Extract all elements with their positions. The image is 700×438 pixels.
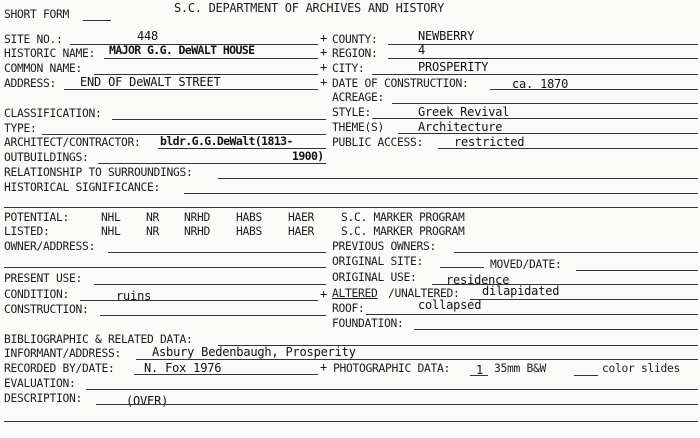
common-name-label: COMMON NAME: [4, 62, 83, 75]
style-value: Greek Revival [418, 105, 510, 119]
listed-haer: HAER [288, 225, 315, 238]
informant-line [136, 359, 698, 360]
relationship-label: RELATIONSHIP TO SURROUNDINGS: [4, 166, 193, 179]
theme-value: Architecture [418, 120, 503, 134]
county-label: COUNTY: [332, 33, 378, 46]
address-value: END OF DeWALT STREET [80, 75, 221, 89]
listed-nhl: NHL [101, 225, 121, 238]
description-line-2 [4, 421, 698, 422]
unaltered-label: /UNALTERED: [388, 287, 460, 300]
construction-label: CONSTRUCTION: [4, 303, 89, 316]
outbuildings-label: OUTBUILDINGS: [4, 151, 89, 164]
roof-value: collapsed [418, 298, 482, 312]
present-use-line [94, 284, 326, 285]
altered-unaltered-value: dilapidated [482, 284, 560, 298]
informant-value: Asbury Bedenbaugh, Prosperity [152, 345, 356, 359]
plus-mark: + [320, 75, 328, 89]
date-of-construction-value: ca. 1870 [512, 77, 569, 91]
present-use-label: PRESENT USE: [4, 272, 83, 285]
evaluation-line [86, 389, 698, 390]
photo-35mm-label: 35mm B&W [494, 362, 547, 375]
classification-line [112, 119, 326, 120]
region-line [388, 58, 698, 59]
city-line [372, 74, 698, 75]
architect-value-line2: 1900) [292, 149, 324, 163]
theme-line [398, 133, 698, 134]
altered-label: ALTERED [332, 287, 378, 300]
color-slides-line [574, 375, 598, 376]
owner-address-line-2 [4, 267, 326, 268]
acreage-label: ACREAGE: [332, 91, 385, 104]
description-value: (OVER) [126, 394, 169, 408]
potential-nrhd: NRHD [184, 211, 211, 224]
potential-nr: NR [146, 211, 160, 224]
short-form-line [83, 20, 111, 21]
plus-mark: + [320, 287, 328, 301]
original-use-label: ORIGINAL USE: [332, 271, 417, 284]
style-label: STYLE: [332, 106, 372, 119]
listed-marker-program: S.C. MARKER PROGRAM [341, 225, 465, 238]
architect-value-line1: bldr.G.G.DeWalt(1813- [160, 134, 293, 148]
owner-address-label: OWNER/ADDRESS: [4, 240, 96, 253]
address-line [64, 89, 318, 90]
previous-owners-line [454, 252, 698, 253]
photo-count-value: 1 [476, 363, 484, 377]
listed-nrhd: NRHD [184, 225, 211, 238]
altered-line [470, 299, 698, 300]
informant-label: INFORMANT/ADDRESS: [4, 347, 122, 360]
original-use-line [432, 284, 698, 285]
type-label: TYPE: [4, 122, 37, 135]
public-access-value: restricted [454, 135, 525, 149]
classification-label: CLASSIFICATION: [4, 107, 102, 120]
date-of-construction-line [490, 89, 698, 90]
condition-line [80, 300, 318, 301]
region-label: REGION: [332, 47, 378, 60]
historic-name-value: MAJOR G.G. DeWALT HOUSE [109, 43, 255, 57]
previous-owners-label: PREVIOUS OWNERS: [332, 240, 437, 253]
roof-line [366, 314, 698, 315]
potential-nhl: NHL [101, 211, 121, 224]
acreage-line [392, 103, 698, 104]
moved-date-label: MOVED/DATE: [490, 258, 562, 271]
owner-address-line [108, 252, 326, 253]
date-of-construction-label: DATE OF CONSTRUCTION: [332, 77, 469, 90]
city-value: PROSPERITY [418, 60, 489, 74]
listed-habs: HABS [236, 225, 263, 238]
photographic-data-label: PHOTOGRAPHIC DATA: [333, 362, 451, 375]
original-site-line [440, 267, 484, 268]
foundation-line [414, 329, 698, 330]
recorded-by-label: RECORDED BY/DATE: [4, 362, 115, 375]
condition-label: CONDITION: [4, 288, 70, 301]
recorded-by-line [134, 374, 318, 375]
short-form-label: SHORT FORM [4, 8, 70, 21]
site-no-value: 448 [137, 29, 159, 43]
section-divider [4, 207, 698, 208]
color-slides-label: color slides [602, 362, 681, 375]
address-label: ADDRESS: [4, 77, 57, 90]
style-line [372, 118, 698, 119]
plus-mark: + [320, 45, 328, 59]
architect-label: ARCHITECT/CONTRACTOR: [4, 136, 141, 149]
moved-date-line [576, 270, 698, 271]
public-access-label: PUBLIC ACCESS: [332, 136, 424, 149]
potential-haer: HAER [288, 211, 315, 224]
historical-significance-line [184, 193, 698, 194]
bibliographic-label: BIBLIOGRAPHIC & RELATED DATA: [4, 333, 193, 346]
potential-label: POTENTIAL: [4, 211, 70, 224]
relationship-line [218, 178, 698, 179]
plus-mark: + [320, 60, 328, 74]
department-title: S.C. DEPARTMENT OF ARCHIVES AND HISTORY [174, 1, 445, 15]
city-label: CITY: [332, 62, 365, 75]
themes-label: THEME(S) [332, 121, 385, 134]
recorded-by-value: N. Fox 1976 [144, 361, 222, 375]
original-use-value: residence [446, 273, 510, 287]
historic-name-label: HISTORIC NAME: [4, 47, 96, 60]
construction-line [100, 315, 326, 316]
potential-marker-program: S.C. MARKER PROGRAM [341, 211, 465, 224]
listed-nr: NR [146, 225, 160, 238]
condition-value: ruins [116, 289, 152, 303]
photo-count-line [470, 375, 488, 376]
plus-mark: + [320, 31, 328, 45]
potential-habs: HABS [236, 211, 263, 224]
site-no-label: SITE NO.: [4, 33, 63, 46]
county-line [388, 44, 698, 45]
roof-label: ROOF: [332, 302, 365, 315]
original-site-label: ORIGINAL SITE: [332, 255, 424, 268]
description-line [96, 404, 698, 405]
historical-significance-label: HISTORICAL SIGNIFICANCE: [4, 181, 161, 194]
outbuildings-line [98, 163, 326, 164]
region-value: 4 [418, 43, 426, 57]
evaluation-label: EVALUATION: [4, 377, 76, 390]
description-label: DESCRIPTION: [4, 392, 83, 405]
public-access-line [438, 148, 698, 149]
county-value: NEWBERRY [418, 29, 475, 43]
foundation-label: FOUNDATION: [332, 317, 404, 330]
listed-label: LISTED: [4, 225, 50, 238]
plus-mark: + [320, 360, 328, 374]
historic-name-line [104, 58, 318, 59]
